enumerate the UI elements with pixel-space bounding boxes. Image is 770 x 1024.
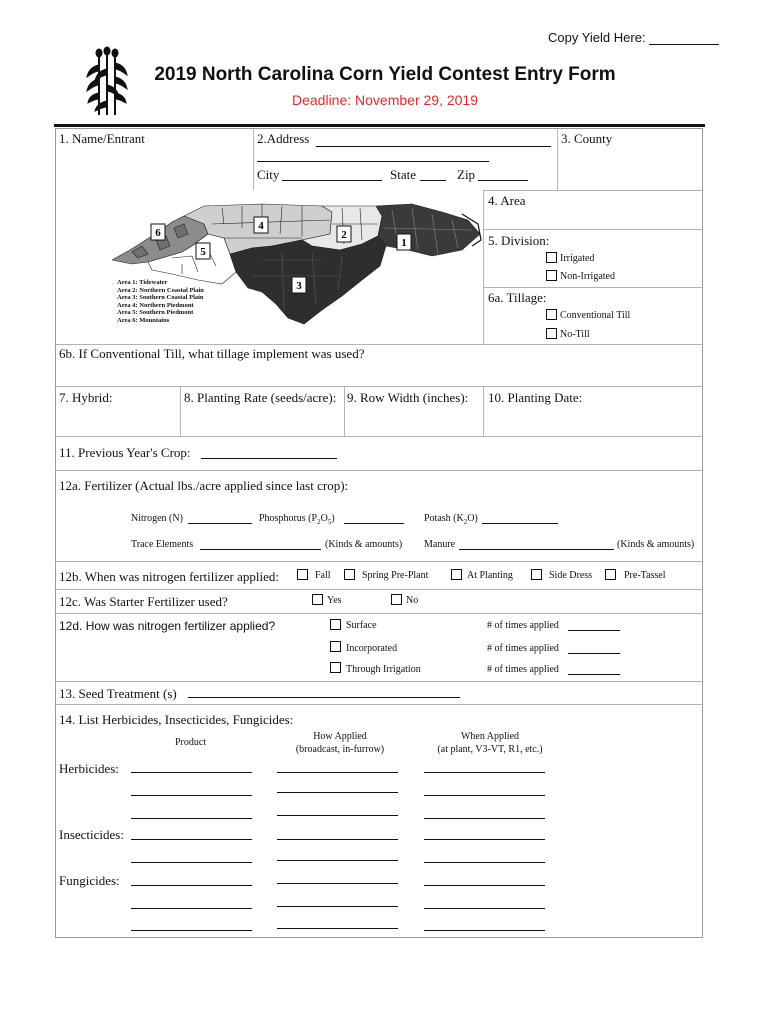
tillage-implement-label: 6b. If Conventional Till, what tillage implement was used? [59, 346, 365, 361]
manure-input[interactable] [459, 549, 614, 550]
phosphorus-text: ) [331, 513, 335, 524]
how-applied-header: How Applied [313, 731, 367, 742]
divider [55, 589, 703, 590]
planting-rate-label: 8. Planting Rate (seeds/acre): [184, 390, 337, 405]
non-irrigated-label: Non-Irrigated [560, 271, 615, 282]
map-area-number: 4 [258, 220, 264, 232]
insecticide-how-input[interactable] [277, 860, 398, 861]
previous-crop-label: 11. Previous Year's Crop: [59, 445, 191, 460]
at-planting-checkbox[interactable] [451, 569, 462, 580]
no-label: No [406, 595, 419, 606]
herbicide-how-input[interactable] [277, 772, 398, 773]
no-till-label: No-Till [560, 329, 590, 340]
copy-yield-label [548, 30, 719, 45]
zip-input[interactable] [478, 180, 528, 181]
herbicide-when-input[interactable] [424, 818, 545, 819]
map-area-number: 3 [296, 280, 302, 292]
divider [483, 229, 703, 230]
divider [483, 386, 484, 436]
times-applied-label: # of times applied [487, 620, 559, 631]
potash-text: Potash (K [424, 513, 464, 524]
divider [180, 386, 181, 436]
when-applied-subheader: (at plant, V3-VT, R1, etc.) [437, 744, 543, 755]
times-applied-label: # of times applied [487, 643, 559, 654]
when-applied-header: When Applied [460, 731, 520, 742]
row-width-label: 9. Row Width (inches): [347, 390, 469, 405]
map-area-number: 2 [341, 229, 347, 241]
trace-elements-label: Trace Elements [131, 539, 194, 550]
legend-item: Area 3: Southern Coastal Plain [117, 294, 204, 302]
zip-label: Zip [457, 167, 476, 182]
divider [55, 470, 703, 471]
how-applied-subheader: (broadcast, in-furrow) [295, 744, 385, 755]
address-label: 2.Address [257, 131, 310, 146]
nitrogen-how-label: 12d. How was nitrogen fertilizer applied? [59, 619, 276, 633]
phosphorus-label [259, 513, 335, 526]
no-till-checkbox[interactable] [546, 328, 557, 339]
herbicide-product-input[interactable] [131, 772, 252, 773]
fungicide-when-input[interactable] [424, 885, 545, 886]
potash-input[interactable] [482, 523, 558, 524]
at-planting-label: At Planting [467, 570, 513, 581]
legend-item: Area 1: Tidewater [117, 279, 168, 286]
conventional-till-checkbox[interactable] [546, 309, 557, 320]
legend-item: Area 5: Southern Piedmont [117, 309, 194, 317]
phosphorus-input[interactable] [344, 523, 404, 524]
insecticide-how-input[interactable] [277, 839, 398, 840]
divider [55, 613, 703, 614]
insecticide-product-input[interactable] [131, 839, 252, 840]
potash-text: O) [467, 513, 478, 524]
fall-checkbox[interactable] [297, 569, 308, 580]
pre-tassel-checkbox[interactable] [605, 569, 616, 580]
fungicide-when-input[interactable] [424, 930, 545, 931]
hybrid-label: 7. Hybrid: [59, 390, 113, 405]
fungicide-when-input[interactable] [424, 908, 545, 909]
trace-elements-input[interactable] [200, 549, 321, 550]
side-dress-checkbox[interactable] [531, 569, 542, 580]
divider [557, 128, 558, 190]
through-irrigation-label: Through Irrigation [346, 664, 421, 675]
state-input[interactable] [420, 180, 446, 181]
potash-label [424, 513, 478, 526]
area-label: 4. Area [488, 193, 526, 208]
manure-label: Manure [424, 539, 456, 550]
divider [55, 704, 703, 705]
surface-label: Surface [346, 620, 377, 631]
fungicide-product-input[interactable] [131, 885, 252, 886]
city-input[interactable] [282, 180, 382, 181]
irrigated-checkbox[interactable] [546, 252, 557, 263]
insecticides-label: Insecticides: [59, 827, 124, 842]
times-applied-input[interactable] [568, 674, 620, 675]
previous-crop-input[interactable] [201, 458, 337, 459]
copy-yield-input[interactable] [649, 32, 719, 45]
divider [253, 128, 254, 190]
pre-tassel-label: Pre-Tassel [624, 570, 666, 581]
map-area-number: 5 [200, 246, 206, 258]
state-label: State [390, 167, 416, 182]
times-applied-input[interactable] [568, 653, 620, 654]
divider [55, 436, 703, 437]
legend-item: Area 6: Mountains [117, 316, 170, 324]
potash-subscript: 2 [463, 518, 468, 526]
conventional-till-label: Conventional Till [560, 310, 631, 321]
kinds-amounts-label: (Kinds & amounts) [325, 539, 403, 550]
fungicide-how-input[interactable] [277, 928, 398, 929]
fungicide-how-input[interactable] [277, 883, 398, 884]
city-label: City [257, 167, 280, 182]
starter-no-checkbox[interactable] [391, 594, 402, 605]
non-irrigated-checkbox[interactable] [546, 270, 557, 281]
seed-treatment-label: 13. Seed Treatment (s) [59, 686, 177, 701]
herbicide-product-input[interactable] [131, 818, 252, 819]
nitrogen-label: Nitrogen (N) [131, 513, 183, 524]
list-chemicals-label: 14. List Herbicides, Insecticides, Fungicides: [59, 712, 294, 727]
times-applied-input[interactable] [568, 630, 620, 631]
fall-label: Fall [315, 570, 331, 581]
herbicide-product-input[interactable] [131, 795, 252, 796]
phosphorus-text: O [320, 513, 328, 524]
divider [483, 287, 703, 288]
divider [55, 344, 703, 345]
irrigated-label: Irrigated [560, 253, 595, 264]
product-header: Product [175, 737, 207, 748]
planting-date-label: 10. Planting Date: [488, 390, 583, 405]
fertilizer-label: 12a. Fertilizer (Actual lbs./acre applied since last crop): [59, 478, 349, 493]
seed-treatment-input[interactable] [188, 697, 460, 698]
fungicide-how-input[interactable] [277, 906, 398, 907]
starter-label: 12c. Was Starter Fertilizer used? [59, 594, 228, 609]
incorporated-label: Incorporated [346, 643, 398, 654]
phosphorus-subscript: 2 [317, 518, 321, 526]
phosphorus-subscript: 5 [327, 518, 332, 526]
side-dress-label: Side Dress [549, 570, 593, 581]
surface-checkbox[interactable] [330, 619, 341, 630]
fungicide-product-input[interactable] [131, 908, 252, 909]
herbicide-when-input[interactable] [424, 795, 545, 796]
address-input[interactable] [316, 146, 551, 147]
starter-yes-checkbox[interactable] [312, 594, 323, 605]
through-irrigation-checkbox[interactable] [330, 662, 341, 673]
spring-pre-plant-checkbox[interactable] [344, 569, 355, 580]
incorporated-checkbox[interactable] [330, 641, 341, 652]
nitrogen-when-label: 12b. When was nitrogen fertilizer applied: [59, 569, 279, 584]
division-label: 5. Division: [488, 233, 550, 248]
name-label: 1. Name/Entrant [59, 131, 145, 146]
insecticide-when-input[interactable] [424, 839, 545, 840]
spring-pre-plant-label: Spring Pre-Plant [362, 570, 429, 581]
kinds-amounts-label: (Kinds & amounts) [617, 539, 695, 550]
divider [55, 386, 703, 387]
divider [483, 190, 484, 344]
herbicides-label: Herbicides: [59, 761, 119, 776]
insecticide-when-input[interactable] [424, 862, 545, 863]
divider [55, 561, 703, 562]
map-area-number: 1 [401, 237, 407, 249]
map-area-number: 6 [155, 227, 161, 239]
fungicides-label: Fungicides: [59, 873, 120, 888]
deadline: Deadline: November 29, 2019 [291, 92, 478, 108]
tillage-label: 6a. Tillage: [488, 290, 547, 305]
herbicide-how-input[interactable] [277, 815, 398, 816]
herbicide-when-input[interactable] [424, 772, 545, 773]
legend-item: Area 2: Northern Coastal Plain [117, 286, 204, 294]
copy-yield-text: Copy Yield Here: [548, 30, 646, 45]
divider [55, 681, 703, 682]
insecticide-product-input[interactable] [131, 862, 252, 863]
map-legend [117, 279, 204, 325]
divider [344, 386, 345, 436]
yes-label: Yes [327, 595, 342, 606]
phosphorus-text: Phosphorus (P [259, 513, 318, 524]
address-line2-input[interactable] [257, 161, 489, 162]
nitrogen-input[interactable] [188, 523, 252, 524]
county-label: 3. County [561, 131, 613, 146]
form-title: 2019 North Carolina Corn Yield Contest Entry Form [154, 64, 616, 85]
fungicide-product-input[interactable] [131, 930, 252, 931]
legend-item: Area 4: Northern Piedmont [117, 301, 194, 309]
times-applied-label: # of times applied [487, 664, 559, 675]
herbicide-how-input[interactable] [277, 792, 398, 793]
header-divider [54, 124, 705, 127]
divider [483, 190, 703, 191]
